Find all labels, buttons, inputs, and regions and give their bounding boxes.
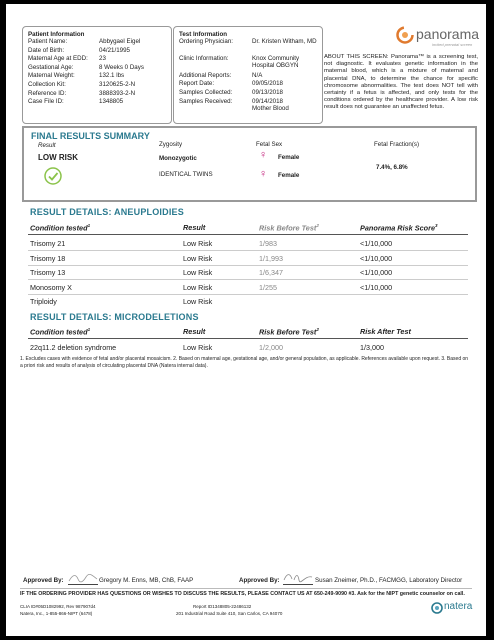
header-risk-before-text: Risk Before Test [259,327,317,337]
aneuploidy-score-cell: <1/10,000 [360,282,393,292]
collected-label: Samples Collected: [179,89,233,96]
fetal-sex-2: Female [278,172,300,179]
header-panorama-score [360,223,438,232]
reports-label: Additional Reports: [179,72,232,79]
footer-report-id: Report ID1348805-22486132 [193,604,252,609]
ordering-value: Dr. Kristen Witham, MD [252,38,317,45]
aneuploidy-result-cell: Low Risk [183,268,213,278]
footnote-ref: 2 [316,223,319,228]
patient-field-value: Abbygael Eigel [99,38,141,45]
table-row-divider [28,265,468,266]
microdeletion-result-cell: Low Risk [183,343,213,352]
aneuploidy-score-cell: <1/10,000 [360,253,393,263]
aneuploidy-result-cell: Low Risk [183,282,213,292]
footnote-ref: 3 [435,223,438,228]
signature-line-2 [283,584,313,585]
aneuploidy-before-cell: 1/6,347 [259,268,283,278]
approver-2-name: Susan Zneimer, Ph.D., FACMGG, Laboratory Director [315,577,463,584]
header-condition-text: Condition tested [30,223,88,233]
header-divider [28,338,468,339]
natera-wordmark: natera [444,601,473,612]
patient-field-value: 132.1 lbs [99,72,125,80]
patient-field-label: Maternal Weight: [28,72,75,80]
patient-field-label: Maternal Age at EDD: [28,55,88,63]
brand-tagline: invited prenatal screen [432,42,473,47]
aneuploidy-condition-cell: Monosomy X [30,282,72,292]
aneuploidy-score-cell: <1/10,000 [360,239,393,248]
fetal-fraction-value: 7.4%, 6.8% [376,164,408,171]
table-row-divider [28,294,468,295]
received-label: Samples Received: [179,98,233,105]
aneuploidy-score-cell: <1/10,000 [360,268,393,278]
footnotes: 1. Excludes cases with evidence of fetal and/or placental mosaicism. 2. Based on maternal age, gestational age, and/or general population, as applicable. References available upon request. 3. Based on a priori risk and results of analysis of circulating placental DNA (Natera internal data). [20,356,469,369]
reports-value: N/A [252,72,263,79]
footnote-ref: 1 [87,327,91,332]
table-row-divider [28,250,468,251]
aneuploidy-before-cell: 1/983 [259,239,277,248]
natera-logo-icon [431,602,443,614]
test-heading: Test Information [179,31,228,38]
report-page [6,4,486,636]
patient-heading: Patient Information [28,31,85,38]
header-panorama-score-text: Panorama Risk Score [360,223,436,233]
signature-line-1 [68,584,98,585]
patient-field-value: 8 Weeks 0 Days [99,63,144,71]
report-date-label: Report Date: [179,80,215,87]
aneuploidy-condition-cell: Trisomy 18 [30,253,66,263]
natera-logo [431,601,481,615]
brand-name: panorama [416,26,480,42]
patient-field-label: Reference ID: [28,89,67,97]
summary-title: FINAL RESULTS SUMMARY [31,131,150,141]
footer-notice: IF THE ORDERING PROVIDER HAS QUESTIONS OR WISHES TO DISCUSS THE RESULTS, PLEASE CONTACT US AT 650-249-9090 #3. Ask for the NIPT genetic counselor on call. [20,591,465,597]
microdeletion-condition-cell: 22q11.2 deletion syndrome [30,343,117,352]
patient-field-value: 1348805 [99,98,124,106]
fetal-sex-1: Female [278,154,300,161]
microdeletion-after-cell: 1/3,000 [360,343,384,352]
zygosity-value: Monozygotic [159,155,197,162]
panorama-logo-icon [396,26,414,44]
female-symbol-icon: ♀ [259,168,268,180]
twins-label: IDENTICAL TWINS [159,171,213,178]
checkmark-icon [44,167,62,185]
patient-field-value: 23 [99,55,106,63]
header-result: Result [183,327,206,336]
patient-field-value: 3888393-2-N [99,89,136,97]
clinic-value: Knox Community Hospital OBGYN [252,55,300,69]
table-row-divider [28,279,468,280]
footer-divider [20,588,472,589]
zygosity-label: Zygosity [159,141,183,148]
patient-field-label: Patient Name: [28,38,68,45]
collected-value: 09/13/2018 [252,89,283,96]
approved-by-label-1: Approved By: [23,577,64,584]
aneuploidy-result-cell: Low Risk [183,297,213,307]
received-note: Mother Blood [252,105,289,112]
female-symbol-icon: ♀ [259,149,268,161]
fetal-fraction-label: Fetal Fraction(s) [374,141,420,148]
header-divider [28,234,468,235]
header-condition [30,327,90,336]
aneuploidy-condition-cell: Triploidy [30,297,57,307]
footnote-ref: 2 [316,327,319,332]
about-screen-text: ABOUT THIS SCREEN: Panorama™ is a screening test, not diagnostic. It evaluates genetic information in the maternal blood, which is a mixture of maternal and placental DNA, to determine the chance for specific chromosome abnormalities. The test does NOT tell with certainty if a fetus is affected, and only tests for the conditions ordered by the healthcare provider. A low risk result does not guarantee an unaffected fetus. [324,54,478,111]
aneuploidies-title: RESULT DETAILS: ANEUPLOIDIES [30,207,184,217]
header-risk-before-text: Risk Before Test [259,223,317,233]
panorama-logo [396,24,481,50]
received-value: 09/14/2018 [252,98,283,105]
footnote-ref: 1 [87,223,91,228]
header-risk-before [259,223,319,232]
summary-result-value: LOW RISK [38,153,78,162]
patient-field-value: 3120625-2-N [99,81,136,88]
patient-field-value: 04/21/1995 [99,46,130,54]
header-result: Result [183,223,206,232]
summary-box [22,126,477,202]
aneuploidy-before-cell: 1/255 [259,282,277,292]
signature-1 [68,573,98,583]
footer-natera-phone: Natera, Inc., 1-855-866-NIPT (6478) [20,611,93,616]
patient-field-label: Date of Birth: [28,46,65,54]
aneuploidy-before-cell: 1/1,993 [259,253,283,263]
patient-field-label: Case File ID: [28,98,64,106]
aneuploidy-condition-cell: Trisomy 13 [30,268,66,278]
approver-1-name: Gregory M. Enns, MB, ChB, FAAP [99,577,194,584]
ordering-label: Ordering Physician: [179,38,233,45]
aneuploidy-result-cell: Low Risk [183,253,213,263]
patient-field-label: Gestational Age: [28,63,74,71]
fetal-sex-label: Fetal Sex [256,141,283,148]
aneuploidy-condition-cell: Trisomy 21 [30,239,66,248]
microdeletion-before-cell: 1/2,000 [259,343,283,352]
patient-field-label: Collection Kit: [28,81,66,88]
footer-clia: CLIA ID#05D1082992, Rev 987907d4 [20,604,96,609]
test-info-box [173,26,323,124]
footer-address: 201 Industrial Road Suite 410, San Carlos, CA 94070 [176,611,283,616]
header-condition [30,223,90,232]
patient-info-box [22,26,172,124]
header-risk-before [259,327,319,336]
approved-by-label-2: Approved By: [239,577,280,584]
header-risk-after: Risk After Test [360,327,411,336]
summary-result-label: Result [38,142,56,149]
header-condition-text: Condition tested [30,327,88,337]
aneuploidy-result-cell: Low Risk [183,239,213,248]
signature-2 [283,571,313,583]
report-date-value: 09/05/2018 [252,80,283,87]
microdeletions-title: RESULT DETAILS: MICRODELETIONS [30,312,199,322]
clinic-label: Clinic Information: [179,55,229,62]
